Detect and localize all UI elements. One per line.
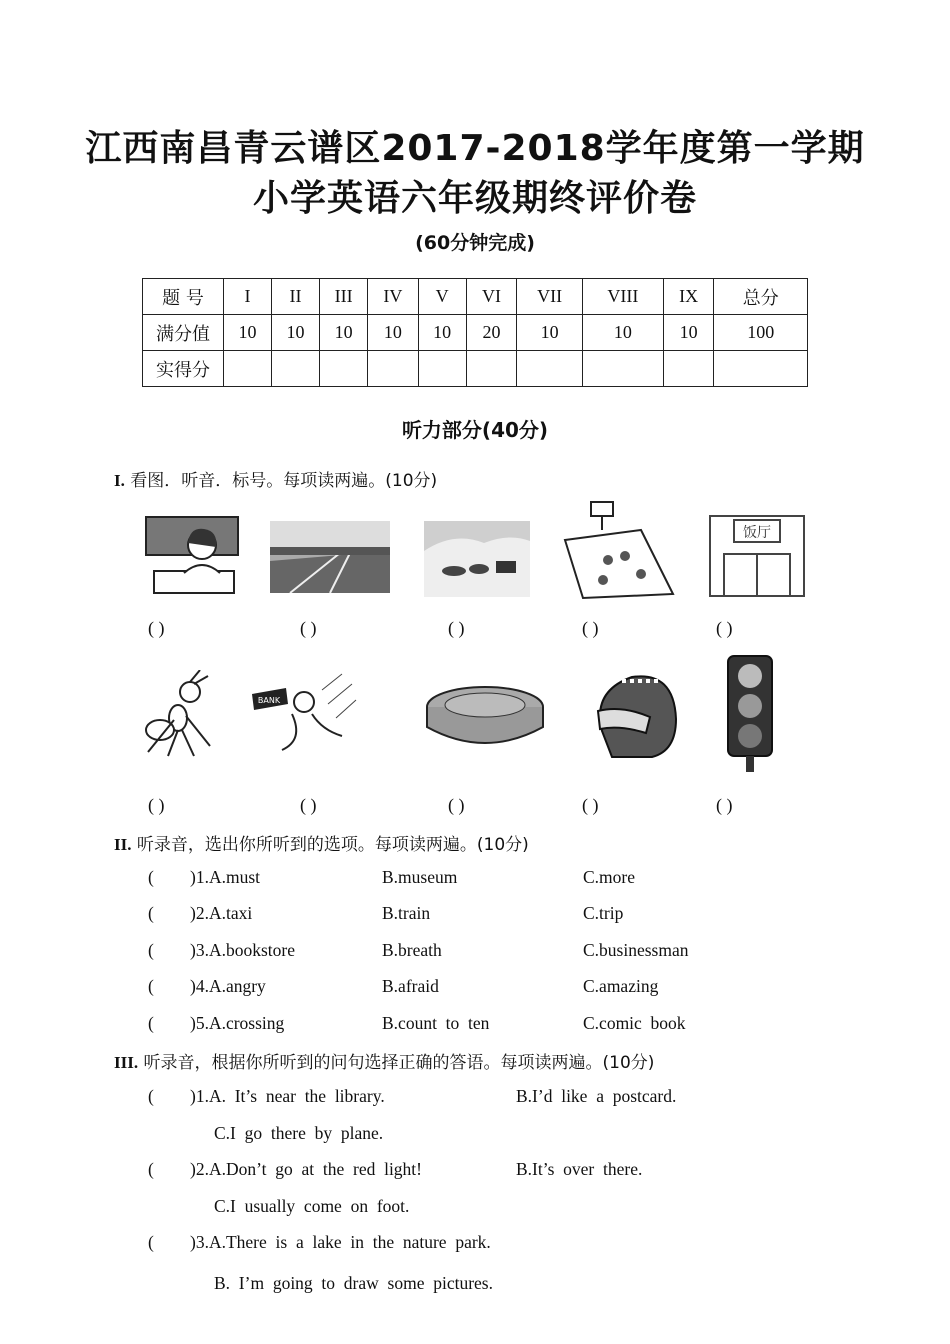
section2-number: II.	[114, 835, 132, 854]
section1-instruction: 看图．听音．标号。每项读两遍。(10分)	[130, 471, 438, 491]
option-a: )1.A.must	[190, 867, 260, 887]
score-table-col: VIII	[582, 279, 663, 315]
option-b: B.count to ten	[382, 1013, 490, 1033]
option-c: C.I usually come on foot.	[214, 1196, 410, 1216]
full-mark-cell: 100	[714, 315, 808, 351]
full-marks-label: 满分值	[143, 315, 224, 351]
score-table-col: III	[320, 279, 368, 315]
section3-heading	[114, 1048, 654, 1073]
option-a: )1.A. It’s near the library.	[190, 1086, 385, 1106]
option-a: )4.A.angry	[190, 976, 266, 996]
answer-blank[interactable]: ( )	[448, 618, 465, 638]
score-table-col: V	[418, 279, 466, 315]
full-mark-cell: 10	[517, 315, 583, 351]
section2-heading	[114, 830, 529, 855]
answer-blank[interactable]: ( )	[716, 795, 733, 815]
actual-score-cell[interactable]	[517, 351, 583, 387]
option-c: C.more	[583, 867, 636, 887]
answer-blank[interactable]: ( )	[300, 795, 317, 815]
highway-picture	[270, 521, 390, 593]
exam-title-line2: 小学英语六年级期终评价卷	[252, 178, 697, 219]
score-table-col: IV	[368, 279, 419, 315]
answer-paren[interactable]: (	[148, 1232, 154, 1252]
answer-paren[interactable]: (	[148, 867, 154, 887]
answer-blank[interactable]: ( )	[148, 795, 165, 815]
full-mark-cell: 20	[466, 315, 517, 351]
option-a: )2.A.taxi	[190, 903, 253, 923]
score-table-col: IX	[663, 279, 714, 315]
answer-paren[interactable]: (	[148, 976, 154, 996]
bank-sign: BANK	[257, 696, 281, 705]
score-table-actual-row	[143, 351, 808, 387]
ant-picture	[138, 670, 218, 760]
full-mark-cell: 10	[224, 315, 272, 351]
actual-score-cell[interactable]	[466, 351, 517, 387]
full-mark-cell: 10	[418, 315, 466, 351]
score-table-full-marks-row	[143, 315, 808, 351]
score-table-header-label: 题 号	[143, 279, 224, 315]
listening-section-title: 听力部分(40分)	[401, 418, 549, 442]
option-a: )3.A.There is a lake in the nature park.	[190, 1232, 491, 1252]
answer-paren[interactable]: (	[148, 1086, 154, 1106]
helmet-picture	[592, 671, 678, 759]
exam-duration: (60分钟完成)	[415, 232, 535, 254]
dog-sled-picture	[424, 521, 530, 597]
teacher-picture	[144, 515, 240, 597]
answer-blank[interactable]: ( )	[300, 618, 317, 638]
actual-score-cell[interactable]	[418, 351, 466, 387]
option-b: B. I’m going to draw some pictures.	[214, 1273, 493, 1293]
option-c: C.comic book	[583, 1013, 686, 1033]
answer-paren[interactable]: (	[148, 940, 154, 960]
section1-heading	[114, 466, 437, 491]
score-table-col: 总分	[714, 279, 808, 315]
score-table	[142, 278, 808, 387]
restaurant-sign: 饭厅	[743, 525, 771, 541]
answer-blank[interactable]: ( )	[448, 795, 465, 815]
option-c: C.amazing	[583, 976, 659, 996]
section3-number: III.	[114, 1053, 139, 1072]
actual-score-cell[interactable]	[368, 351, 419, 387]
restaurant-picture	[708, 514, 806, 598]
option-c: C.businessman	[583, 940, 689, 960]
answer-paren[interactable]: (	[148, 903, 154, 923]
full-mark-cell: 10	[368, 315, 419, 351]
score-table-col: VII	[517, 279, 583, 315]
section2-instruction: 听录音，选出你所听到的选项。每项读两遍。(10分)	[136, 835, 529, 855]
option-c: C.trip	[583, 903, 624, 923]
answer-paren[interactable]: (	[148, 1159, 154, 1179]
option-b: B.I’d like a postcard.	[516, 1086, 677, 1106]
option-a: )3.A.bookstore	[190, 940, 295, 960]
answer-blank[interactable]: ( )	[716, 618, 733, 638]
full-mark-cell: 10	[663, 315, 714, 351]
score-table-header-row	[143, 279, 808, 315]
full-mark-cell: 10	[272, 315, 320, 351]
score-table-col: VI	[466, 279, 517, 315]
actual-score-cell[interactable]	[714, 351, 808, 387]
traffic-light-picture	[722, 654, 778, 774]
actual-score-cell[interactable]	[582, 351, 663, 387]
option-b: B.breath	[382, 940, 442, 960]
score-table-col: I	[224, 279, 272, 315]
option-b: B.It’s over there.	[516, 1159, 643, 1179]
answer-blank[interactable]: ( )	[582, 618, 599, 638]
option-a: )5.A.crossing	[190, 1013, 285, 1033]
actual-score-cell[interactable]	[272, 351, 320, 387]
actual-score-cell[interactable]	[320, 351, 368, 387]
answer-paren[interactable]: (	[148, 1013, 154, 1033]
actual-score-cell[interactable]	[663, 351, 714, 387]
section1-number: I.	[114, 471, 125, 490]
full-mark-cell: 10	[320, 315, 368, 351]
mooncake-picture	[424, 683, 546, 749]
full-mark-cell: 10	[582, 315, 663, 351]
option-c: C.I go there by plane.	[214, 1123, 384, 1143]
exam-title-line1: 江西南昌青云谱区2017-2018学年度第一学期	[85, 128, 865, 169]
option-b: B.train	[382, 903, 431, 923]
answer-blank[interactable]: ( )	[148, 618, 165, 638]
score-table-col: II	[272, 279, 320, 315]
actual-score-cell[interactable]	[224, 351, 272, 387]
basketball-picture	[563, 500, 675, 600]
section3-instruction: 听录音，根据你所听到的问句选择正确的答语。每项读两遍。(10分)	[143, 1053, 655, 1073]
option-a: )2.A.Don’t go at the red light!	[190, 1159, 422, 1179]
option-b: B.museum	[382, 867, 458, 887]
actual-score-label: 实得分	[143, 351, 224, 387]
answer-blank[interactable]: ( )	[582, 795, 599, 815]
option-b: B.afraid	[382, 976, 439, 996]
bank-picture	[252, 670, 357, 754]
